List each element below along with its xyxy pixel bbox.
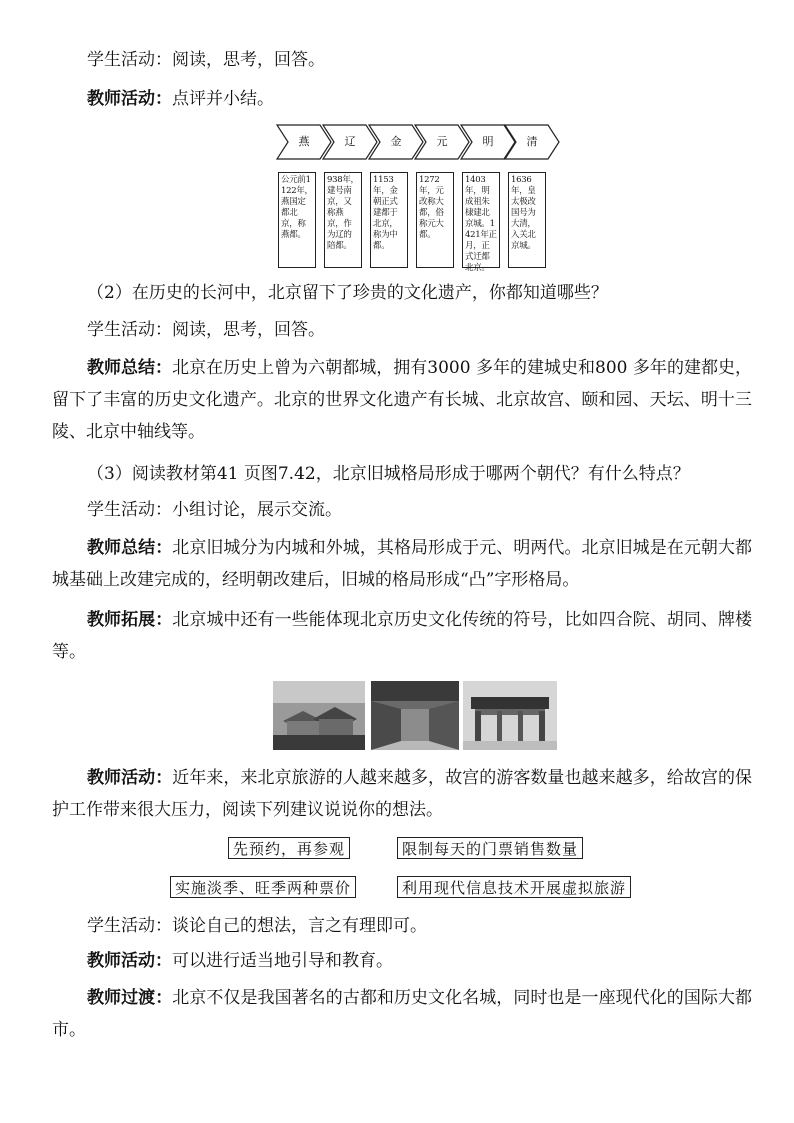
question-2: （2）在历史的长河中，北京留下了珍贵的文化遗产，你都知道哪些？ (87, 283, 608, 303)
text: 近年来，来北京旅游的人越来越多，故宫的游客数量也越来越多，给故宫的保护工作带来很大压力，阅读下列建议说说你的想法。 (52, 768, 753, 820)
dynasty-label: 燕 (298, 135, 310, 148)
dynasty-label: 辽 (344, 135, 356, 148)
siheyuan-photo (273, 681, 365, 750)
dynasty-label: 金 (390, 135, 402, 148)
dynasty-label: 元 (436, 135, 448, 148)
dynasty-label: 明 (482, 135, 494, 148)
label: 教师过渡： (87, 988, 173, 1008)
text: 北京不仅是我国著名的古都和历史文化名城，同时也是一座现代化的国际大都市。 (52, 988, 753, 1040)
teacher-activity-1 (87, 87, 274, 111)
label: 教师拓展： (87, 610, 173, 630)
suggestion-box: 利用现代信息技术开展虚拟旅游 (397, 876, 631, 898)
suggestion-box: 限制每天的门票销售数量 (397, 837, 583, 859)
student-activity-4: 学生活动：谈论自己的想法，言之有理即可。 (87, 916, 427, 936)
question-3: （3）阅读教材第41 页图7.42，北京旧城格局形成于哪两个朝代？有什么特点？ (87, 464, 690, 484)
suggestion-box: 先预约，再参观 (228, 837, 350, 859)
teacher-activity-3 (87, 949, 393, 973)
dynasty-label: 清 (526, 135, 538, 148)
label: 教师活动： (87, 768, 173, 788)
timeline-note: 1272年，元改称大都，俗称元大都。 (416, 172, 454, 268)
text: 可以进行适当地引导和教育。 (172, 951, 393, 971)
suggestion-box: 实施淡季、旺季两种票价 (170, 876, 356, 898)
timeline-note: 1636年，皇太极改国号为大清，入关北京城。 (508, 172, 546, 268)
pailou-photo (463, 681, 557, 750)
timeline-note: 1403年，明成祖朱棣建北京城。1421年正月，正式迁都北京。 (462, 172, 500, 268)
timeline-note: 公元前1122年，燕国定都北京，称燕都。 (278, 172, 316, 268)
dynasty-timeline (276, 124, 560, 273)
hutong-photo (371, 681, 459, 750)
text: 北京在历史上曾为六朝都城，拥有3000 多年的建城史和800 多年的建都史，留下了丰富的历史文化遗产。北京的世界文化遗产有长城、北京故宫、颐和园、天坛、明十三陵、北京中轴线等。 (52, 358, 752, 442)
timeline-note: 938年，建号南京，又称燕京，作为辽的陪都。 (324, 172, 362, 268)
timeline-step (504, 124, 560, 160)
timeline-note: 1153年，金朝正式建都于北京，称为中都。 (370, 172, 408, 268)
student-activity-2: 学生活动：阅读，思考，回答。 (87, 320, 325, 340)
teacher-summary-2 (52, 532, 752, 596)
label: 教师总结： (87, 358, 173, 378)
teacher-transition (52, 982, 752, 1046)
label: 教师活动： (87, 89, 172, 109)
teacher-activity-2 (52, 762, 752, 826)
teacher-summary-1 (52, 352, 752, 448)
teacher-extension (52, 604, 752, 668)
label: 教师总结： (87, 538, 173, 558)
student-activity-1: 学生活动：阅读，思考，回答。 (87, 50, 325, 70)
text: 点评并小结。 (172, 89, 274, 109)
label: 教师活动： (87, 951, 172, 971)
text: 北京城中还有一些能体现北京历史文化传统的符号，比如四合院、胡同、牌楼等。 (52, 610, 753, 662)
student-activity-3: 学生活动：小组讨论，展示交流。 (87, 500, 342, 520)
text: 北京旧城分为内城和外城，其格局形成于元、明两代。北京旧城是在元朝大都城基础上改建完成的，经明朝改建后，旧城的格局形成“凸”字形格局。 (52, 538, 753, 590)
